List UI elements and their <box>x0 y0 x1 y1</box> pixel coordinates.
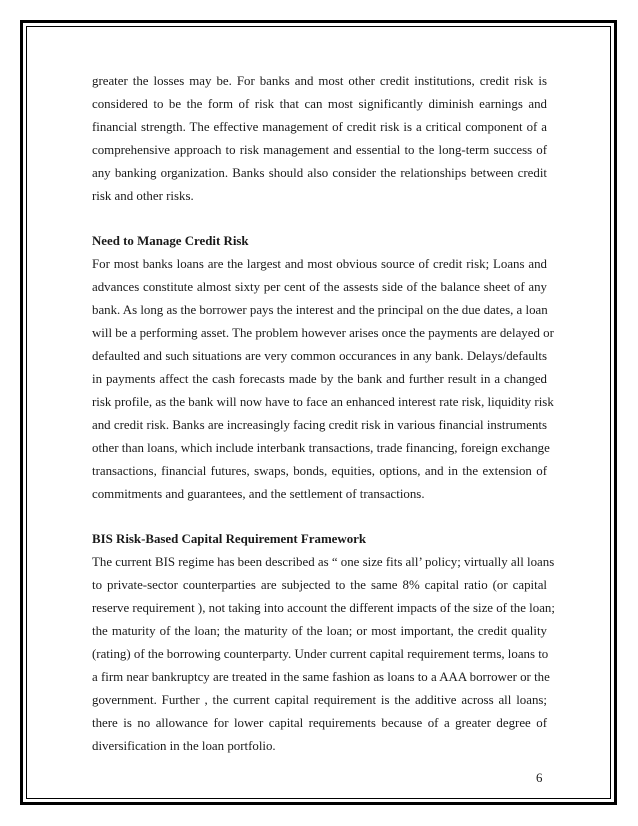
text-line: diversification in the loan portfolio. <box>92 739 276 753</box>
section-heading-bis-framework: BIS Risk-Based Capital Requirement Framework <box>92 532 367 546</box>
text-line: advances constitute almost sixty per cent of the assests side of the balance sheet of any <box>92 280 547 294</box>
text-line: there is no allowance for lower capital requirements because of a greater degree of <box>92 716 547 730</box>
text-line: and credit risk. Banks are increasingly facing credit risk in various financial instruments <box>92 418 547 432</box>
text-line: the maturity of the loan; the maturity of the loan; or most important, the credit quality <box>92 624 547 638</box>
text-line: (rating) of the borrowing counterparty. Under current capital requirement terms, loans to <box>92 647 549 661</box>
text-line: The current BIS regime has been described as “ one size fits all’ policy; virtually all loans <box>92 555 555 569</box>
text-line: will be a performing asset. The problem however arises once the payments are delayed or <box>92 326 554 340</box>
text-line: a firm near bankruptcy are treated in the same fashion as loans to a AAA borrower or the <box>92 670 550 684</box>
text-line: bank. As long as the borrower pays the interest and the principal on the due dates, a loan <box>92 303 548 317</box>
text-line: commitments and guarantees, and the settlement of transactions. <box>92 487 425 501</box>
page-content <box>92 70 555 758</box>
text-line: defaulted and such situations are very common occurances in any bank. Delays/defaults <box>92 349 547 363</box>
text-line: risk profile, as the bank will now have to face an enhanced interest rate risk, liquidity risk <box>92 395 554 409</box>
text-line: comprehensive approach to risk management and essential to the long-term success of <box>92 143 547 157</box>
text-line: For most banks loans are the largest and most obvious source of credit risk; Loans and <box>92 257 547 271</box>
text-line: reserve requirement ), not taking into account the different impacts of the size of the loan; <box>92 601 555 615</box>
paragraph-spacer <box>92 208 547 230</box>
page-number: 6 <box>536 771 543 785</box>
intro-paragraph <box>92 70 547 208</box>
section-heading-need-to-manage-credit-risk: Need to Manage Credit Risk <box>92 234 249 248</box>
text-line: government. Further , the current capital requirement is the additive across all loans; <box>92 693 547 707</box>
bis-paragraph <box>92 551 555 758</box>
text-line: in payments affect the cash forecasts made by the bank and further result in a changed <box>92 372 547 386</box>
text-line: greater the losses may be. For banks and most other credit institutions, credit risk is <box>92 74 547 88</box>
text-line: considered to be the form of risk that can most significantly diminish earnings and <box>92 97 547 111</box>
need-paragraph <box>92 253 554 506</box>
text-line: financial strength. The effective management of credit risk is a critical component of a <box>92 120 547 134</box>
text-line: other than loans, which include interbank transactions, trade financing, foreign exchange <box>92 441 550 455</box>
text-line: risk and other risks. <box>92 189 194 203</box>
text-line: to private-sector counterparties are subjected to the same 8% capital ratio (or capital <box>92 578 547 592</box>
paragraph-spacer <box>92 506 547 528</box>
text-line: any banking organization. Banks should also consider the relationships between credit <box>92 166 547 180</box>
text-line: transactions, financial futures, swaps, bonds, equities, options, and in the extension of <box>92 464 547 478</box>
